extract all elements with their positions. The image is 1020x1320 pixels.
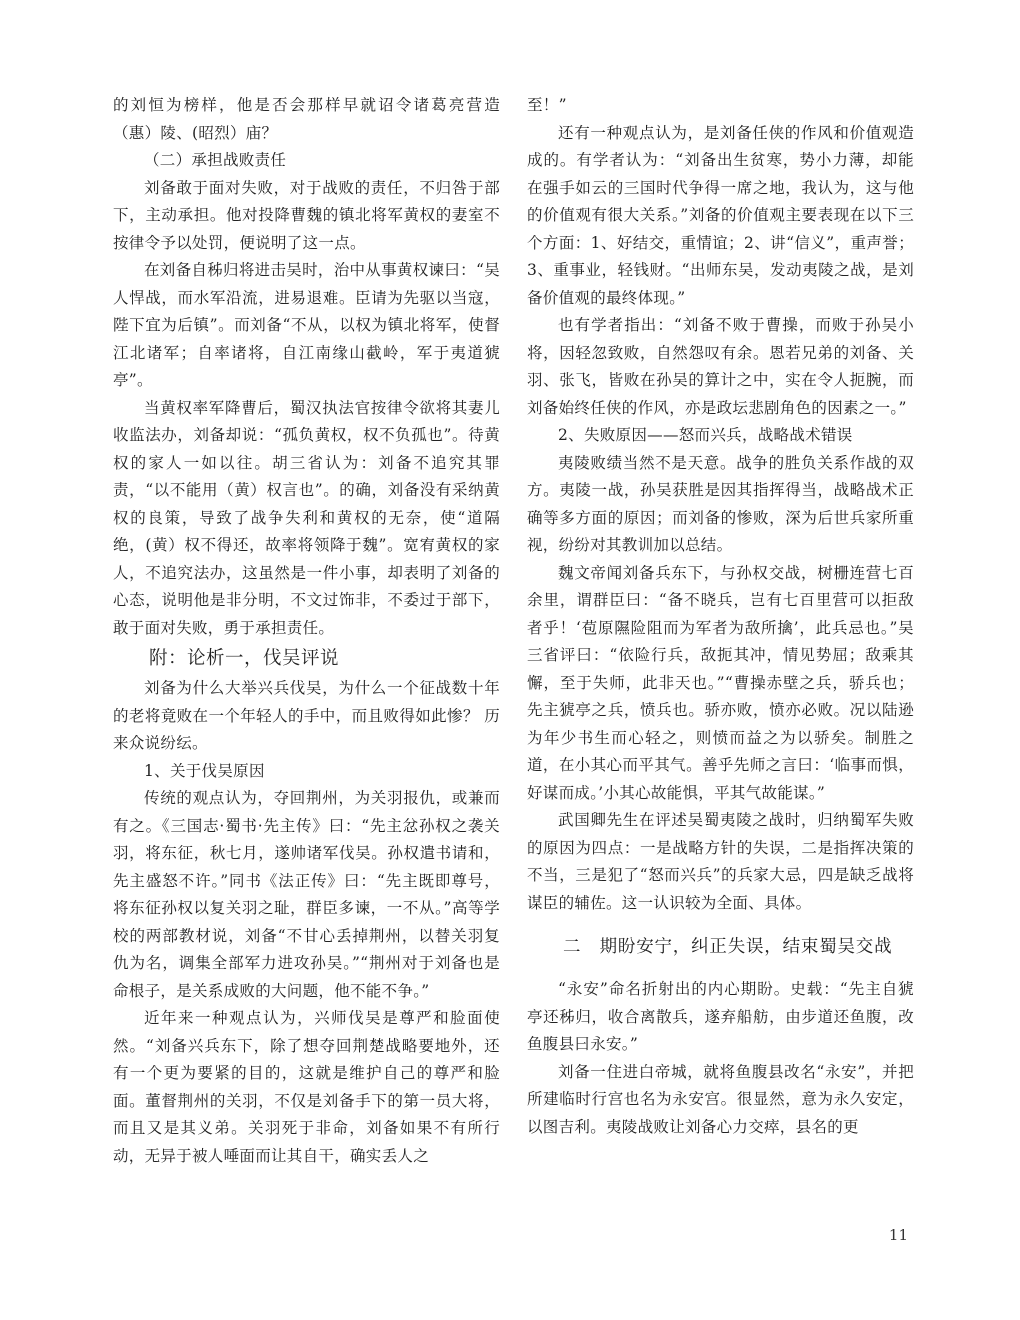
paragraph: （二）承担战败责任	[144, 151, 287, 169]
paragraph: 刘备为什么大举兴兵伐吴，为什么一个征战数十年的老将竟败在一个年轻人的手中，而且败得如此惨？ 历来众说纷纭。	[113, 679, 500, 752]
paragraph: 还有一种观点认为，是刘备任侠的作风和价值观造成的。有学者认为：“刘备出生贫寒，势小力薄，却能在强手如云的三国时代争得一席之地，我认为，这与他的价值观有很大关系。”刘备的价值观主要表现在以下三个方面：1、好结交，重情谊；2、讲“信义”，重声誉；3、重事业，轻钱财。“出师东吴，发动夷陵之战，是刘备价值观的最终体现。”	[527, 123, 914, 307]
paragraph: 的刘恒为榜样，他是否会那样早就诏令诸葛亮营造（惠）陵、(昭烈）庙？	[113, 96, 500, 142]
paragraph: 当黄权率军降曹后，蜀汉执法官按律令欲将其妻儿收监法办，刘备却说：“孤负黄权，权不负孤也”。待黄权的家人一如以往。胡三省认为：刘备不追究其罪责，“以不能用（黄）权言也”。的确，刘备没有采纳黄权的良策，导致了战争失利和黄权的无奈，使“道隔绝，(黄）权不得还，故率将领降于魏”。宽宥黄权的家人，不追究法办，这虽然是一件小事，却表明了刘备的心态，说明他是非分明，不文过饰非，不委过于部下，敢于面对失败，勇于承担责任。	[113, 398, 500, 637]
left-column	[113, 92, 500, 1170]
paragraph: 2、失败原因——怒而兴兵，战略战术错误	[558, 426, 853, 444]
right-column	[527, 92, 914, 1141]
paragraph: 在刘备自秭归将进击吴时，治中从事黄权谏曰：“吴人悍战，而水军沿流，进易退难。臣请为先驱以当寇，陛下宜为后镇”。而刘备“不从，以权为镇北将军，使督江北诸军；自率诸将，自江南缘山截岭，军于夷道猇亭”。	[113, 261, 500, 389]
paragraph: 武国卿先生在评述吴蜀夷陵之战时，归纳蜀军失败的原因为四点：一是战略方针的失误，二是指挥决策的不当，三是犯了“怒而兴兵”的兵家大忌，四是缺乏战将谋臣的辅佐。这一认识较为全面、具体。	[527, 811, 914, 912]
paragraph: “永安”命名折射出的内心期盼。史载：“先主自猇亭还秭归，收合离散兵，遂弃船舫，由步道还鱼腹，改鱼腹县曰永安。”	[527, 980, 914, 1053]
paragraph: 也有学者指出：“刘备不败于曹操，而败于孙吴小将，因轻忽致败，自然怨叹有余。恩若兄弟的刘备、关羽、张飞，皆败在孙吴的算计之中，实在令人扼腕，而刘备始终任侠的作风，亦是政坛悲剧角色的因素之一。”	[527, 316, 914, 417]
section-heading: 二 期盼安宁，纠正失误，结束蜀吴交战	[563, 937, 893, 957]
paragraph: 刘备一住进白帝城，就将鱼腹县改名“永安”，并把所建临时行宫也名为永安宫。很显然，意为永久安定，以图吉利。夷陵战败让刘备心力交瘁，县名的更	[527, 1062, 914, 1136]
page-number: 11	[888, 1226, 908, 1244]
paragraph: 刘备敢于面对失败，对于战败的责任，不归咎于部下，主动承担。他对投降曹魏的镇北将军黄权的妻室不按律令予以处罚，便说明了这一点。	[113, 178, 500, 252]
paragraph: 传统的观点认为，夺回荆州，为关羽报仇，或兼而有之。《三国志·蜀书·先主传》曰：“先主忿孙权之袭关羽，将东征，秋七月，遂帅诸军伐吴。孙权遣书请和，先主盛怒不许。”同书《法正传》曰：“先主既即尊号，将东征孙权以复关羽之耻，群臣多谏，一不从。”高等学校的两部教材说，刘备“不甘心丢掉荆州，以替关羽复仇为名，调集全部军力进攻孙吴。”“荆州对于刘备也是命根子，是关系成败的大问题，他不能不争。”	[113, 789, 500, 1000]
paragraph: 至！”	[527, 96, 567, 114]
paragraph: 魏文帝闻刘备兵东下，与孙权交战，树栅连营七百余里，谓群臣曰：“备不晓兵，岂有七百里营可以拒敌者乎！‘苞原隰险阻而为军者为敌所擒’，此兵忌也。”吴三省评曰：“依险行兵，敌扼其冲，情见势屈；敌乘其懈，至于失师，此非天也。”“曹操赤壁之兵，骄兵也；先主猇亭之兵，愤兵也。骄亦败，愤亦必败。况以陆逊为年少书生而心轻之，则愤而益之为以骄矣。制胜之道，在小其心而平其气。善乎先师之言曰：‘临事而惧，好谋而成。’小其心故能惧，平其气故能谋。”	[527, 563, 914, 802]
paragraph: 近年来一种观点认为，兴师伐吴是尊严和脸面使然。“刘备兴兵东下，除了想夺回荆楚战略要地外，还有一个更为要紧的目的，这就是维护自己的尊严和脸面。董督荆州的关羽，不仅是刘备手下的第一员大将，而且又是其义弟。关羽死于非命，刘备如果不有所行动，无异于被人唾面而让其自干，确实丢人之	[113, 1009, 500, 1165]
paragraph: 夷陵败绩当然不是天意。战争的胜负关系作战的双方。夷陵一战，孙吴获胜是因其指挥得当，战略战术正确等多方面的原因；而刘备的惨败，深为后世兵家所重视，纷纷对其教训加以总结。	[527, 453, 914, 554]
section-heading: 附：论析一，伐吴评说	[149, 648, 340, 669]
paragraph: 1、关于伐吴原因	[144, 761, 265, 780]
